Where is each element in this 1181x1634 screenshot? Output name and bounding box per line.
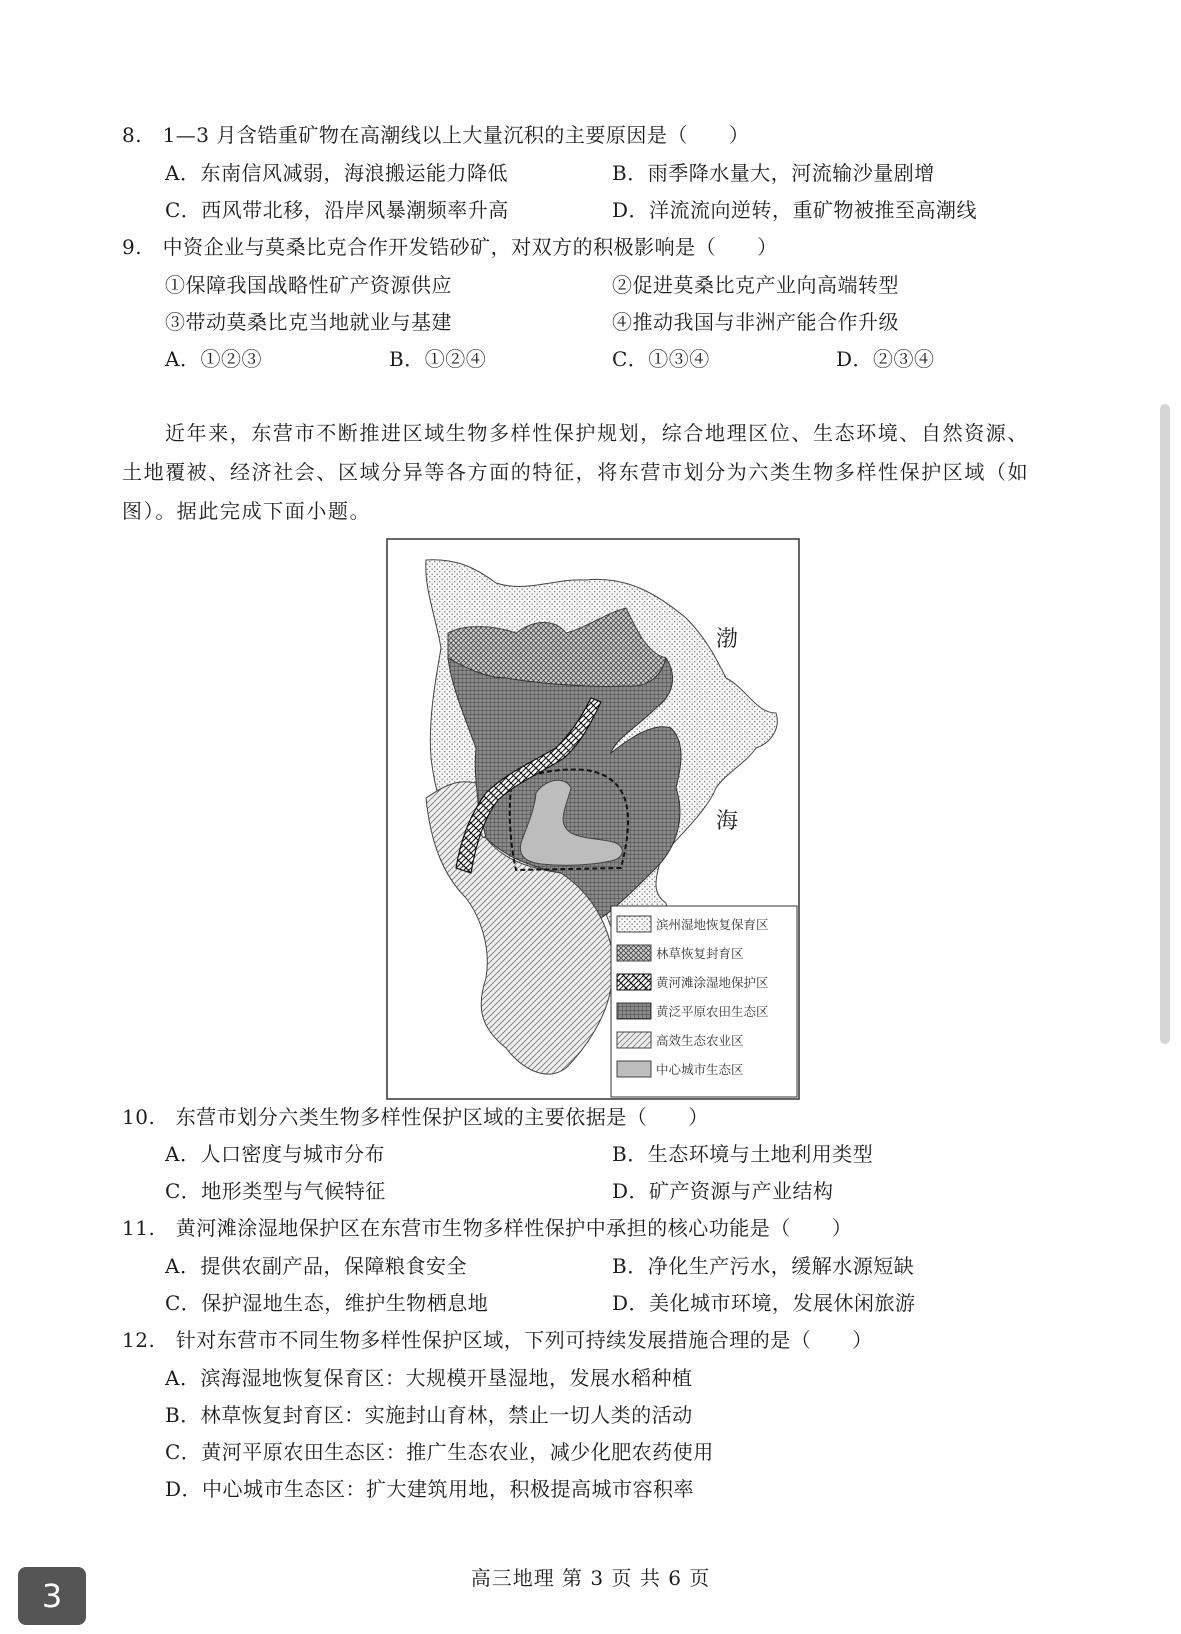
q11-option-b: B．净化生产污水，缓解水源短缺 [612, 1254, 915, 1278]
q10-option-a: A．人口密度与城市分布 [165, 1142, 385, 1166]
intro-line-2: 土地覆被、经济社会、区域分异等各方面的特征，将东营市划分为六类生物多样性保护区域（如 [122, 460, 1030, 484]
page-footer: 高三地理 第 3 页 共 6 页 [470, 1566, 711, 1590]
legend-item [617, 974, 769, 990]
q9-statement-4: ④推动我国与非洲产能合作升级 [612, 310, 899, 334]
q12-option-a: A．滨海湿地恢复保育区：大规模开垦湿地，发展水稻种植 [165, 1366, 693, 1390]
q9-statement-2: ②促进莫桑比克产业向高端转型 [612, 273, 899, 297]
q9-stem: 9. 中资企业与莫桑比克合作开发锆砂矿，对双方的积极影响是（ ） [122, 235, 778, 259]
legend-label-4: 黄泛平原农田生态区 [656, 1004, 769, 1019]
q12-option-b: B．林草恢复封育区：实施封山育林，禁止一切人类的活动 [165, 1403, 693, 1427]
legend-item [617, 1032, 744, 1048]
q11-option-c: C．保护湿地生态，维护生物栖息地 [165, 1291, 489, 1315]
scrollbar[interactable] [1160, 404, 1170, 1044]
page-number-badge[interactable]: 3 [18, 1567, 86, 1625]
q12-stem: 12. 针对东营市不同生物多样性保护区域，下列可持续发展措施合理的是（ ） [122, 1328, 873, 1352]
q8-option-a: A．东南信风减弱，海浪搬运能力降低 [165, 161, 508, 185]
legend-label-6: 中心城市生态区 [656, 1062, 744, 1077]
legend-item [617, 945, 744, 961]
q11-stem: 11. 黄河滩涂湿地保护区在东营市生物多样性保护中承担的核心功能是（ ） [122, 1216, 853, 1240]
legend-label-1: 滨州湿地恢复保育区 [656, 917, 769, 932]
q10-option-b: B．生态环境与土地利用类型 [612, 1142, 874, 1166]
legend-item [617, 1061, 744, 1077]
intro-line-1: 近年来，东营市不断推进区域生物多样性保护规划，综合地理区位、生态环境、自然资源、 [165, 421, 1029, 445]
legend-label-2: 林草恢复封育区 [656, 946, 744, 961]
legend-label-5: 高效生态农业区 [656, 1033, 744, 1048]
q9-statement-1: ①保障我国战略性矿产资源供应 [165, 273, 452, 297]
q9-option-b: B．①②④ [389, 347, 487, 371]
q10-option-d: D．矿产资源与产业结构 [612, 1179, 834, 1203]
q9-option-c: C．①③④ [612, 347, 710, 371]
legend-item [617, 1003, 769, 1019]
legend-item [617, 916, 769, 932]
q12-option-c: C．黄河平原农田生态区：推广生态农业，减少化肥农药使用 [165, 1440, 714, 1464]
q11-option-a: A．提供农副产品，保障粮食安全 [165, 1254, 467, 1278]
q8-option-d: D．洋流流向逆转，重矿物被推至高潮线 [612, 198, 978, 222]
q10-option-c: C．地形类型与气候特征 [165, 1179, 386, 1203]
dongying-zoning-map [386, 538, 800, 1100]
q9-option-d: D．②③④ [836, 347, 935, 371]
q12-option-d: D．中心城市生态区：扩大建筑用地，积极提高城市容积率 [165, 1477, 695, 1501]
sea-label-bo: 渤 [716, 627, 739, 652]
sea-label-hai: 海 [716, 809, 739, 834]
q8-option-c: C．西风带北移，沿岸风暴潮频率升高 [165, 198, 509, 222]
intro-line-3: 图）。据此完成下面小题。 [122, 499, 372, 523]
q9-statement-3: ③带动莫桑比克当地就业与基建 [165, 310, 452, 334]
q8-stem: 8. 1—3 月含锆重矿物在高潮线以上大量沉积的主要原因是（ ） [122, 123, 750, 147]
q8-option-b: B．雨季降水量大，河流输沙量剧增 [612, 161, 935, 185]
q11-option-d: D．美化城市环境，发展休闲旅游 [612, 1291, 916, 1315]
legend-label-3: 黄河滩涂湿地保护区 [656, 975, 769, 990]
q9-option-a: A．①②③ [165, 347, 262, 371]
q10-stem: 10. 东营市划分六类生物多样性保护区域的主要依据是（ ） [122, 1105, 709, 1129]
